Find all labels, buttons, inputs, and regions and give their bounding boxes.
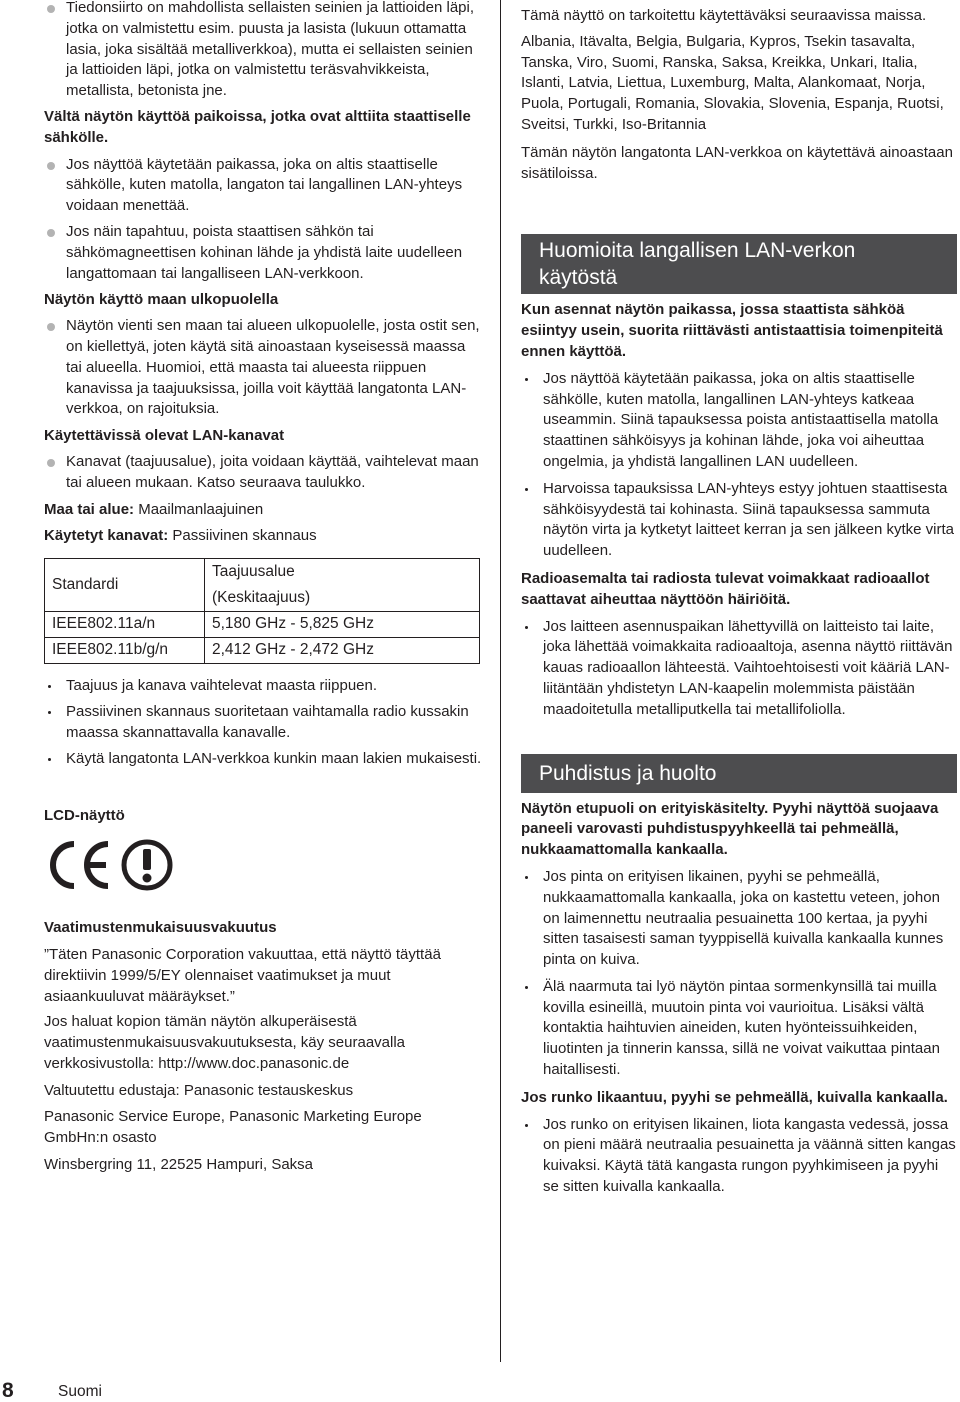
care-heading: Puhdistus ja huolto [539,761,717,785]
intended-countries-intro: Tämä näyttö on tarkoitettu käytettäväksi seuraavissa maissa. [521,7,927,24]
ce-mark-icon [44,838,112,892]
page-footer [0,1380,300,1402]
abroad-bullet: Näytön vienti sen maan tai alueen ulkopuolelle, josta ostit sen, on kiellettyä, joten käytä sitä ainoastaan kyseisessä maassa tai alueella. Huomioi, että maasta tai alueesta riippuen kanavissa ja taajuuksissa, joilla voit käyttää langatonta LAN-verkkoa, on rajoituksia. [44,316,484,420]
care-intro: Näytön etupuoli on erityiskäsitelty. Pyyhi näyttöä suojaava paneeli varovasti puhdistuspyyhkeellä tai pehmeällä, nukkaamattomalla kankaalla. [521,799,939,859]
table-note-2: Passiivinen skannaus suoritetaan vaihtamalla radio kussakin maassa skannattavalla kanavalle. [44,702,484,744]
table-cell-frequency: 5,180 GHz - 5,825 GHz [205,612,480,638]
table-row [45,612,480,638]
table-cell-standard: IEEE802.11a/n [45,612,205,638]
care-bullet-2: Älä naarmuta tai lyö näytön pintaa sormenkynsillä tai muilla kovilla esineillä, muutoin pinta voi vaurioitua. Lisäksi vältä kontaktia haihtuvien aineiden, kuten hyönteissuihkeiden, liuotinten ja tinnerin kanssa, sillä ne voivat vaikuttaa pintaan haitallisesti. [521,977,957,1081]
page-number: 8 [2,1379,14,1402]
channels-bullet: Kanavat (taajuusalue), joita voidaan käyttää, vaihtelevat maan tai alueen mukaan. Katso seuraava taulukko. [44,452,484,494]
company-text: Panasonic Service Europe, Panasonic Marketing Europe GmbHn:n osasto [44,1108,422,1147]
abroad-heading: Näytön käyttö maan ulkopuolella [44,291,279,309]
channels-heading: Käytettävissä olevat LAN-kanavat [44,427,285,445]
left-column [44,0,484,1176]
wired-lan-heading: Huomioita langallisen LAN-verkon käytöstä [539,239,856,290]
right-column [521,0,957,1198]
conformity-text: ”Täten Panasonic Corporation vakuuttaa, että näyttö täyttää direktiivin 1999/5/EY olennaiset vaatimukset ja muut asiaankuuluvat määräykset.” [44,945,441,1005]
lcd-heading: LCD-näyttö [44,807,125,825]
table-header-row [45,559,480,612]
table-cell-standard: IEEE802.11b/g/n [45,638,205,664]
representative-text: Valtuutettu edustaja: Panasonic testauskeskus [44,1081,354,1099]
used-channels-label: Käytetyt kanavat: [44,527,169,545]
exclamation-circle-icon [118,838,176,892]
static-heading: Vältä näytön käyttöä paikoissa, jotka ovat alttiita staattiselle sähkölle. [44,107,471,146]
wired-lan-intro: Kun asennat näytön paikassa, jossa staattista sähköä esiintyy usein, suorita riittävästi antistaattisia toimenpiteitä ennen käyttöä. [521,301,943,360]
radio-bullet: Jos laitteen asennuspaikan lähettyvillä on laitteisto tai laite, joka lähettää voimakkaita radioaaltoja, asenna näyttö riittävän kauas radioaallon lähteestä. Vaihtoehtoisesti voit kääriä LAN-liitäntään yhdistetyn LAN-kaapelin molemmista päistään maadoitetulla metalliputkella tai metallifoliolla. [521,617,957,721]
channel-table [44,558,480,664]
static-bullet-1: Jos näyttöä käytetään paikassa, joka on altis staattiselle sähkölle, kuten matolla, langaton tai langallinen LAN-yhteys voidaan menettää. [44,155,484,217]
wired-lan-bullet-2: Harvoissa tapauksissa LAN-yhteys estyy johtuen staattisesta sähköisyydestä tai kohinasta. Siinä tapauksessa sammuta näytön virta ja kytketyt laitteet kerran ja sen jälkeen kytke virta uudelleen. [521,479,957,562]
region-line [44,500,484,521]
table-note-1: Taajuus ja kanava vaihtelevat maasta riippuen. [44,676,484,697]
radio-heading: Radioasemalta tai radiosta tulevat voimakkaat radioaallot saattavat aiheuttaa näyttöön häiriöitä. [521,569,930,608]
table-note-3: Käytä langatonta LAN-verkkoa kunkin maan lakien mukaisesti. [44,749,484,770]
table-cell-frequency: 2,412 GHz - 2,472 GHz [205,638,480,664]
region-value: Maailmanlaajuinen [134,500,264,518]
header-frequency-line2: (Keskitaajuus) [212,589,311,607]
header-frequency-line1: Taajuusalue [212,563,295,581]
column-divider [500,0,501,1362]
address-text: Winsbergring 11, 22525 Hampuri, Saksa [44,1156,314,1174]
table-row [45,638,480,664]
indoor-note: Tämän näytön langatonta LAN-verkkoa on käytettävä ainoastaan sisätiloissa. [521,143,953,182]
used-channels-value: Passiivinen skannaus [168,527,317,545]
footer-language: Suomi [58,1383,102,1400]
body-clean-bullet: Jos runko on erityisen likainen, liota kangasta vedessä, jossa on pieni määrä neutraalia pesuainetta ja väännä sitten kangas kuivaksi. Käytä tätä kangasta rungon pyyhkimiseen ja pyyhi se sitten kuivalla kankaalla. [521,1115,957,1198]
header-frequency [205,559,480,612]
header-standard: Standardi [45,559,205,612]
body-clean-heading: Jos runko likaantuu, pyyhi se pehmeällä, kuivalla kankaalla. [521,1088,948,1106]
used-channels-line [44,526,484,547]
conformity-heading: Vaatimustenmukaisuusvakuutus [44,919,277,937]
wired-lan-bullet-1: Jos näyttöä käytetään paikassa, joka on altis staattiselle sähkölle, kuten matolla, langallinen LAN-yhteys katkeaa useammin. Siinä tapauksessa poista antistaattisella matolla staattinen sähköisyys ja kohinan lähde, joka voi aiheuttaa ongelmia, ja yhdistä langallinen LAN uudelleen. [521,369,957,473]
care-heading-bar [521,754,957,793]
care-bullet-1: Jos pinta on erityisen likainen, pyyhi se pehmeällä, nukkaamattomalla kankaalla, joka on kastettu veteen, johon on laimennettu neutraalia pesuainetta 100 kertaa, ja pyyhi sitten tasaisesti saman tyyppisellä kuivalla kankaalla kunnes pinta on kuiva. [521,867,957,971]
wired-lan-heading-bar [521,234,957,294]
copy-text: Jos haluat kopion tämän näytön alkuperäisestä vaatimustenmukaisuusvakuutuksesta, käy seuraavalla verkkosivustolla: http://www.doc.panasonic.de [44,1013,406,1072]
wall-floor-bullet: Tiedonsiirto on mahdollista sellaisten seinien ja lattioiden läpi, jotka on valmistettu esim. puusta ja lasista (lukuun ottamatta lasia, joka sisältää metalliverkkoa), mutta ei sellaisten seinien ja lattioiden läpi, jotka on valmistettu teräsvahvikkeista, metallista, betonista jne. [44,0,484,102]
conformity-marks [44,838,484,892]
region-label: Maa tai alue: [44,500,135,518]
static-bullet-2: Jos näin tapahtuu, poista staattisen sähkön tai sähkömagneettisen kohinan lähde ja yhdistä laite uudelleen langattomaan tai langalliseen LAN-verkkoon. [44,222,484,284]
countries-list: Albania, Itävalta, Belgia, Bulgaria, Kypros, Tsekin tasavalta, Tanska, Viro, Suomi, Ranska, Saksa, Kreikka, Unkari, Italia, Islanti, Latvia, Liettua, Luxemburg, Malta, Alankomaat, Norja, Puola, Portugali, Romania, Slovakia, Slovenia, Espanja, Ruotsi, Sveitsi, Turkki, Iso-Britannia [521,32,944,133]
